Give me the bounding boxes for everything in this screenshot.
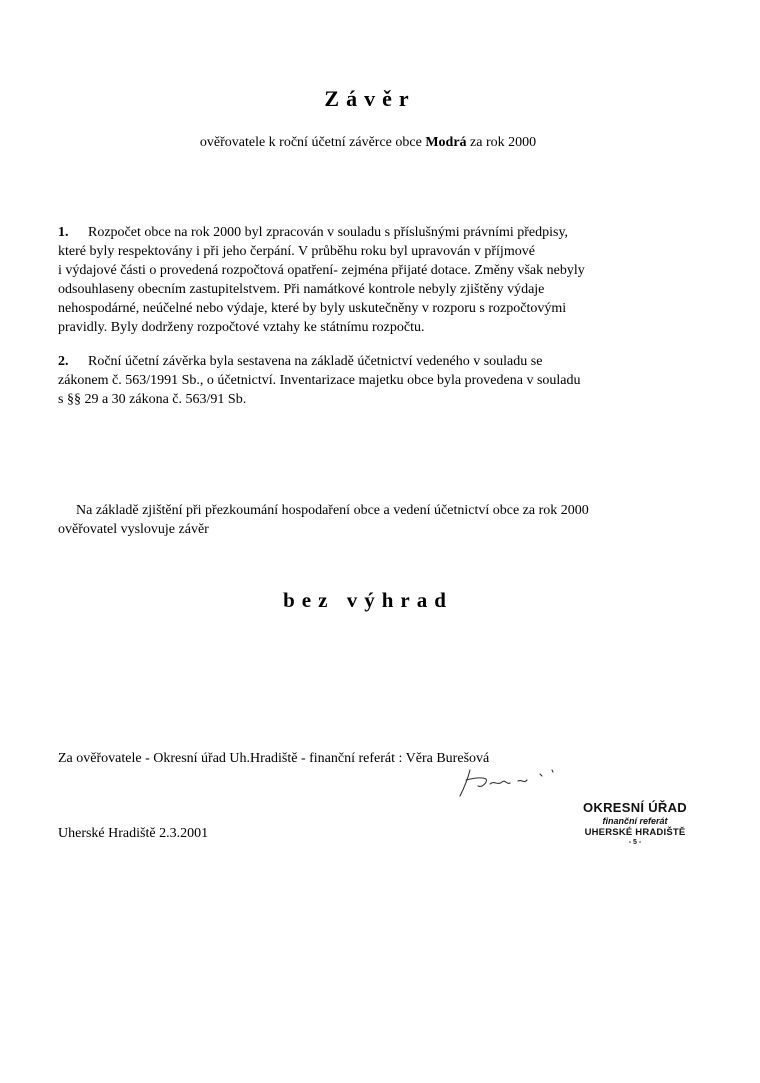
verdict-text: bez výhrad (283, 588, 453, 612)
section-line: nehospodárné, neúčelné nebo výdaje, které by byly uskutečněny v rozporu s rozpočtovými (58, 301, 567, 316)
subtitle-suffix: za rok 2000 (466, 135, 537, 150)
subtitle-prefix: ověřovatele k roční účetní závěrce obce (199, 135, 426, 150)
section-line (58, 223, 585, 242)
municipality-name: Modrá (425, 135, 467, 150)
section-line: zákonem č. 563/1991 Sb., o účetnictví. Inventarizace majetku obce byla provedena v souladu (58, 373, 581, 388)
document-subtitle (0, 134, 736, 152)
section-text: Rozpočet obce na rok 2000 byl zpracován v souladu s příslušnými právními předpisy, (88, 225, 569, 240)
section-line: s §§ 29 a 30 zákona č. 563/91 Sb. (58, 392, 247, 407)
conclusion-text: Na základě zjištění při přezkoumání hospodaření obce a vedení účetnictví obce za rok 2000 (76, 503, 589, 518)
conclusion-paragraph (58, 501, 589, 539)
section-number: 2. (58, 354, 69, 369)
office-stamp (560, 800, 710, 847)
section-2-accounts (58, 352, 581, 409)
stamp-number: - 5 - (628, 839, 642, 846)
section-number: 1. (58, 225, 69, 240)
handwritten-signature (452, 766, 564, 800)
section-1-budget (58, 223, 585, 337)
verifier-line: Za ověřovatele - Okresní úřad Uh.Hradiště - finanční referát : Věra Burešová (58, 751, 490, 766)
stamp-city: UHERSKÉ HRADIŠTĚ (584, 827, 686, 838)
section-text: Roční účetní závěrka byla sestavena na základě účetnictví vedeného v souladu se (88, 354, 543, 369)
conclusion-line: ověřovatel vyslovuje závěr (58, 522, 209, 537)
section-line: které byly respektovány i při jeho čerpání. V průběhu roku byl upravován v příjmové (58, 244, 535, 259)
stamp-office-name: OKRESNÍ ÚŘAD (583, 800, 687, 815)
document-title: Závěr (324, 86, 416, 111)
section-line: i výdajové části o provedená rozpočtová opatření- zejména přijaté dotace. Změny však nebyly (58, 263, 585, 278)
place-and-date: Uherské Hradiště 2.3.2001 (58, 826, 209, 841)
section-line (58, 352, 581, 371)
conclusion-line (58, 501, 589, 520)
section-line: odsouhlaseny obecním zastupitelstvem. Při namátkové kontrole nebyly zjištěny výdaje (58, 282, 545, 297)
section-line: pravidly. Byly dodrženy rozpočtové vztahy ke státnímu rozpočtu. (58, 320, 425, 335)
stamp-department: finanční referát (602, 816, 668, 826)
